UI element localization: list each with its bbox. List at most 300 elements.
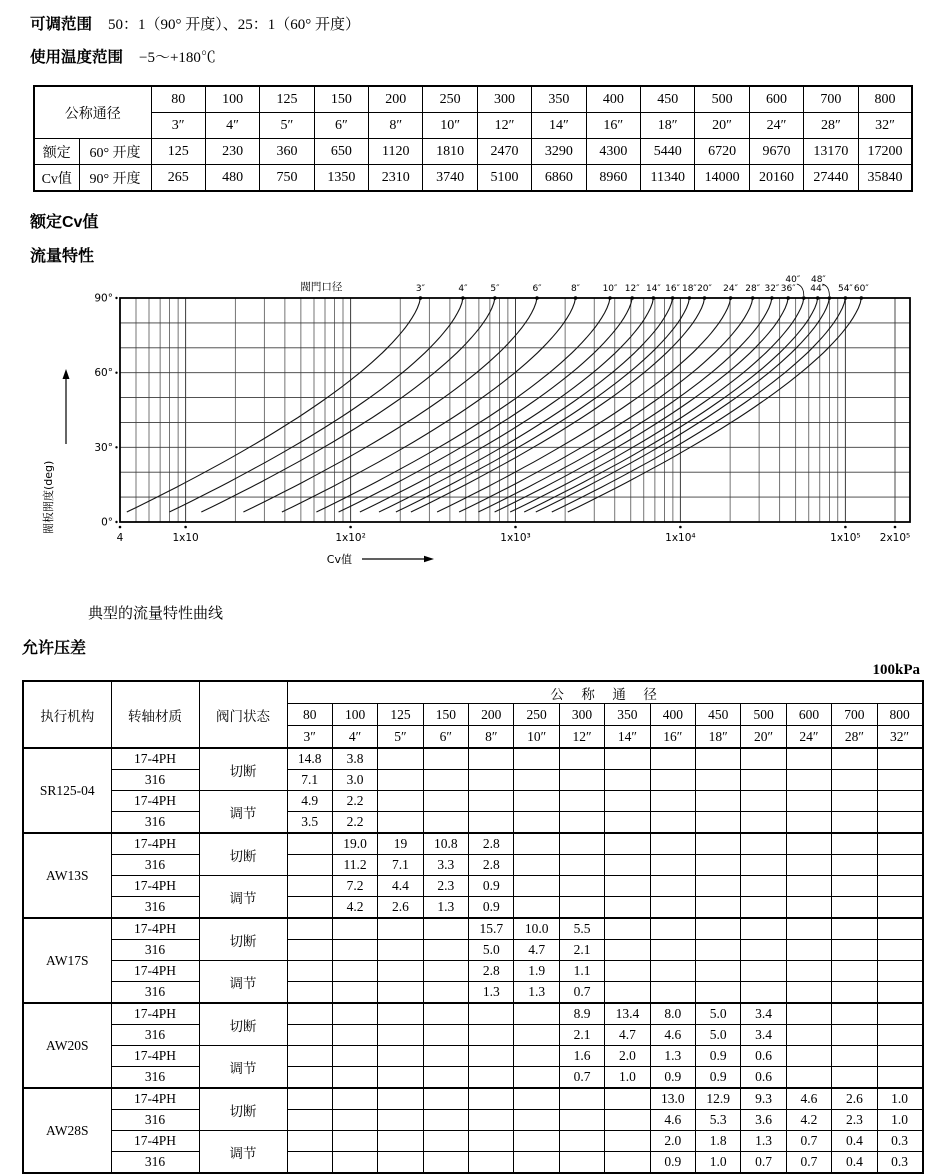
dp-table-cell bbox=[559, 748, 604, 770]
dp-table-shaft: 17-4PH bbox=[111, 748, 199, 770]
dp-table-cell: 4.9 bbox=[287, 791, 332, 812]
cv-table-size-inch: 14″ bbox=[532, 113, 586, 139]
svg-text:12″: 12″ bbox=[624, 284, 640, 294]
dp-table-cell bbox=[423, 940, 468, 961]
dp-table-cell: 4.7 bbox=[605, 1025, 650, 1046]
flow-curve-28″ bbox=[459, 298, 753, 512]
dp-table-size-mm: 350 bbox=[605, 704, 650, 726]
dp-table-row bbox=[23, 876, 923, 897]
dp-table-cell bbox=[378, 1025, 423, 1046]
dp-table-cell: 1.0 bbox=[877, 1110, 923, 1131]
dp-table-cell bbox=[514, 876, 559, 897]
dp-table-cell bbox=[786, 1025, 831, 1046]
dp-table-size-inch: 6″ bbox=[423, 726, 468, 749]
svg-text:90°: 90° bbox=[94, 292, 113, 305]
dp-table-cell: 7.2 bbox=[332, 876, 377, 897]
dp-table-cell bbox=[423, 748, 468, 770]
dp-table-size-mm: 700 bbox=[832, 704, 877, 726]
dp-table-cell bbox=[423, 961, 468, 982]
dp-table-size-inch: 28″ bbox=[832, 726, 877, 749]
svg-text:24″: 24″ bbox=[723, 284, 739, 294]
dp-table-cell: 4.6 bbox=[650, 1110, 695, 1131]
dp-table-cell bbox=[514, 1088, 559, 1110]
dp-table-cell bbox=[423, 1110, 468, 1131]
dp-table-cell bbox=[469, 1131, 514, 1152]
rated-cv-table-slot bbox=[0, 85, 945, 192]
dp-table-cell bbox=[650, 897, 695, 919]
dp-table-cell: 7.1 bbox=[378, 855, 423, 876]
cv-table-cell: 13170 bbox=[804, 139, 858, 165]
dp-table-cell bbox=[378, 770, 423, 791]
dp-table-row bbox=[23, 940, 923, 961]
svg-text:18″: 18″ bbox=[681, 284, 697, 294]
dp-table-cell bbox=[378, 1067, 423, 1089]
cv-table-size-inch: 5″ bbox=[260, 113, 314, 139]
cv-table-cell: 1810 bbox=[423, 139, 477, 165]
dp-table-size-mm: 500 bbox=[741, 704, 786, 726]
dp-table-cell bbox=[559, 876, 604, 897]
dp-table-cell bbox=[423, 1025, 468, 1046]
dp-table-size-mm: 800 bbox=[877, 704, 923, 726]
dp-table-actuator: AW28S bbox=[23, 1088, 111, 1173]
dp-table-cell bbox=[832, 961, 877, 982]
dp-table-cell bbox=[559, 791, 604, 812]
dp-table-shaft: 316 bbox=[111, 770, 199, 791]
dp-table-cell bbox=[696, 812, 741, 834]
dp-table-cell bbox=[559, 897, 604, 919]
dp-table-state: 调节 bbox=[199, 1046, 287, 1089]
dp-table-cell bbox=[877, 812, 923, 834]
cv-table-row bbox=[34, 165, 912, 192]
dp-table-state: 切断 bbox=[199, 833, 287, 876]
svg-text:32″: 32″ bbox=[764, 284, 780, 294]
dp-table-cell bbox=[832, 748, 877, 770]
dp-table-cell: 0.7 bbox=[786, 1152, 831, 1174]
chart-y-axis-title: 閥板開度(deg) bbox=[42, 460, 55, 534]
dp-table-cell bbox=[378, 1152, 423, 1174]
cv-table-rowgroup-label: 额定 bbox=[34, 139, 79, 165]
dp-table-cell bbox=[605, 982, 650, 1004]
dp-table-cell bbox=[877, 1046, 923, 1067]
dp-table-cell bbox=[287, 1046, 332, 1067]
dp-table-cell bbox=[605, 918, 650, 940]
dp-table-cell bbox=[287, 1025, 332, 1046]
cv-table-cell: 6720 bbox=[695, 139, 749, 165]
dp-table-cell bbox=[514, 791, 559, 812]
dp-table-size-mm: 80 bbox=[287, 704, 332, 726]
svg-text:16″: 16″ bbox=[665, 284, 681, 294]
dp-table-size-mm: 200 bbox=[469, 704, 514, 726]
dp-table-cell bbox=[741, 791, 786, 812]
dp-table-cell bbox=[423, 918, 468, 940]
dp-table-cell bbox=[287, 940, 332, 961]
dp-table-cell: 4.6 bbox=[650, 1025, 695, 1046]
dp-table-state: 切断 bbox=[199, 1003, 287, 1046]
cv-table-size-mm: 250 bbox=[423, 86, 477, 113]
dp-table-cell: 5.5 bbox=[559, 918, 604, 940]
dp-table-cell bbox=[877, 876, 923, 897]
dp-table-row bbox=[23, 748, 923, 770]
dp-table-cell bbox=[469, 1046, 514, 1067]
dp-table-cell: 0.6 bbox=[741, 1046, 786, 1067]
dp-table-actuator: AW20S bbox=[23, 1003, 111, 1088]
allowable-dp-heading: 允许压差 bbox=[22, 640, 87, 657]
dp-table-cell bbox=[605, 770, 650, 791]
temperature-range-label: 使用温度范围 bbox=[30, 49, 124, 66]
dp-table-row bbox=[23, 855, 923, 876]
dp-table-size-inch: 24″ bbox=[786, 726, 831, 749]
svg-text:1x10³: 1x10³ bbox=[500, 532, 531, 544]
dp-table-cell: 3.0 bbox=[332, 770, 377, 791]
cv-table-size-inch: 18″ bbox=[641, 113, 695, 139]
dp-table-row bbox=[23, 982, 923, 1004]
dp-table-cell: 7.1 bbox=[287, 770, 332, 791]
dp-table-cell bbox=[696, 918, 741, 940]
svg-text:0°: 0° bbox=[101, 516, 113, 529]
cv-table-cell: 5100 bbox=[477, 165, 531, 192]
dp-table-cell bbox=[332, 1025, 377, 1046]
dp-table-shaft: 17-4PH bbox=[111, 833, 199, 855]
dp-table-cell bbox=[378, 791, 423, 812]
dp-table-shaft: 316 bbox=[111, 1152, 199, 1174]
dp-table-cell: 0.9 bbox=[696, 1067, 741, 1089]
dp-table-cell bbox=[378, 1088, 423, 1110]
dp-table-cell: 0.7 bbox=[786, 1131, 831, 1152]
dp-table-cell bbox=[650, 770, 695, 791]
dp-table-shaft: 17-4PH bbox=[111, 876, 199, 897]
dp-table-cell: 0.4 bbox=[832, 1152, 877, 1174]
dp-table-cell bbox=[332, 1046, 377, 1067]
svg-text:4″: 4″ bbox=[458, 284, 468, 294]
dp-table-cell: 2.8 bbox=[469, 833, 514, 855]
cv-table-row-label: 90° 开度 bbox=[79, 165, 151, 192]
dp-table-cell: 2.3 bbox=[832, 1110, 877, 1131]
cv-table-cell: 360 bbox=[260, 139, 314, 165]
svg-text:6″: 6″ bbox=[532, 284, 542, 294]
cv-table-size-inch: 12″ bbox=[477, 113, 531, 139]
cv-table-size-inch: 32″ bbox=[858, 113, 912, 139]
dp-table-cell bbox=[832, 1067, 877, 1089]
cv-table-size-mm: 600 bbox=[749, 86, 803, 113]
cv-table-cell: 650 bbox=[314, 139, 368, 165]
dp-table-cell: 2.8 bbox=[469, 855, 514, 876]
svg-text:44″: 44″ bbox=[810, 284, 826, 294]
cv-table-cell: 125 bbox=[151, 139, 205, 165]
dp-table-col-header-2: 阀门状态 bbox=[199, 681, 287, 748]
dp-table-cell bbox=[877, 1003, 923, 1025]
dp-table-cell bbox=[332, 1152, 377, 1174]
adjustable-range-label: 可调范围 bbox=[30, 16, 93, 33]
dp-table-cell bbox=[287, 961, 332, 982]
dp-table-cell bbox=[741, 770, 786, 791]
dp-table-cell bbox=[832, 918, 877, 940]
dp-table-cell bbox=[287, 1110, 332, 1131]
dp-table-col-header-1: 转轴材质 bbox=[111, 681, 199, 748]
dp-table-cell: 3.8 bbox=[332, 748, 377, 770]
dp-table-shaft: 316 bbox=[111, 982, 199, 1004]
svg-text:60″: 60″ bbox=[853, 284, 869, 294]
dp-table-cell bbox=[650, 940, 695, 961]
dp-table-cell: 0.9 bbox=[469, 897, 514, 919]
dp-table-size-inch: 8″ bbox=[469, 726, 514, 749]
dp-table-cell bbox=[696, 748, 741, 770]
dp-table-row bbox=[23, 1067, 923, 1089]
dp-table-cell bbox=[786, 897, 831, 919]
dp-table-cell: 0.6 bbox=[741, 1067, 786, 1089]
dp-table-cell bbox=[514, 1025, 559, 1046]
dp-table-size-inch: 20″ bbox=[741, 726, 786, 749]
dp-table-cell bbox=[832, 833, 877, 855]
flow-chart-svg bbox=[0, 276, 945, 588]
dp-table-cell bbox=[832, 1003, 877, 1025]
dp-table-cell: 4.2 bbox=[332, 897, 377, 919]
dp-table-cell bbox=[650, 833, 695, 855]
adjustable-range-value: 50：1（90° 开度）、25：1（60° 开度） bbox=[108, 17, 361, 33]
dp-table-cell: 5.0 bbox=[469, 940, 514, 961]
dp-table-cell bbox=[605, 812, 650, 834]
cv-table-size-mm: 400 bbox=[586, 86, 640, 113]
dp-table-size-mm: 600 bbox=[786, 704, 831, 726]
dp-table-cell: 2.8 bbox=[469, 961, 514, 982]
dp-table-cell bbox=[786, 982, 831, 1004]
cv-table-cell: 8960 bbox=[586, 165, 640, 192]
dp-table-cell bbox=[287, 1003, 332, 1025]
cv-table-row-label: 60° 开度 bbox=[79, 139, 151, 165]
dp-table-cell bbox=[832, 940, 877, 961]
dp-table-actuator: SR125-04 bbox=[23, 748, 111, 833]
cv-table-cell: 480 bbox=[205, 165, 259, 192]
dp-table-cell: 1.3 bbox=[741, 1131, 786, 1152]
dp-table-cell bbox=[832, 897, 877, 919]
dp-table-cell: 3.5 bbox=[287, 812, 332, 834]
dp-table-row bbox=[23, 1110, 923, 1131]
chart-caption: 典型的流量特性曲线 bbox=[88, 606, 224, 622]
svg-text:28″: 28″ bbox=[745, 284, 761, 294]
dp-table-cell bbox=[786, 855, 831, 876]
dp-table-cell: 9.3 bbox=[741, 1088, 786, 1110]
dp-table-cell: 1.0 bbox=[877, 1088, 923, 1110]
svg-text:1x10⁴: 1x10⁴ bbox=[665, 532, 696, 544]
dp-table-cell bbox=[877, 961, 923, 982]
dp-table-cell: 0.3 bbox=[877, 1152, 923, 1174]
dp-table-cell: 2.1 bbox=[559, 1025, 604, 1046]
cv-table-corner: 公称通径 bbox=[34, 86, 151, 139]
dp-table-cell bbox=[877, 1025, 923, 1046]
dp-table-cell bbox=[786, 1003, 831, 1025]
dp-table-cell bbox=[423, 770, 468, 791]
chart-grid bbox=[120, 298, 910, 522]
cv-table-size-inch: 3″ bbox=[151, 113, 205, 139]
cv-table-cell: 6860 bbox=[532, 165, 586, 192]
dp-table-cell: 4.2 bbox=[786, 1110, 831, 1131]
dp-table-cell: 1.9 bbox=[514, 961, 559, 982]
cv-table-cell: 3740 bbox=[423, 165, 477, 192]
cv-table-cell: 1120 bbox=[369, 139, 423, 165]
cv-table-cell: 35840 bbox=[858, 165, 912, 192]
dp-table-row bbox=[23, 1003, 923, 1025]
dp-table-cell bbox=[650, 748, 695, 770]
dp-table-cell: 0.7 bbox=[559, 1067, 604, 1089]
dp-table-state: 调节 bbox=[199, 961, 287, 1004]
dp-table-shaft: 316 bbox=[111, 897, 199, 919]
cv-table-cell: 1350 bbox=[314, 165, 368, 192]
dp-table-cell bbox=[650, 812, 695, 834]
flow-curve-48″ bbox=[536, 298, 830, 512]
dp-table-cell bbox=[514, 833, 559, 855]
dp-table-cell bbox=[832, 770, 877, 791]
dp-table-cell: 13.4 bbox=[605, 1003, 650, 1025]
dp-table-cell bbox=[514, 1152, 559, 1174]
allowable-dp-header bbox=[22, 635, 920, 679]
dp-table-cell bbox=[741, 961, 786, 982]
dp-table-cell bbox=[469, 1025, 514, 1046]
cv-table-row bbox=[34, 139, 912, 165]
rated-cv-heading: 额定Cv值 bbox=[30, 214, 99, 231]
dp-table-cell bbox=[832, 791, 877, 812]
dp-table-cell bbox=[378, 982, 423, 1004]
dp-table-cell: 0.9 bbox=[696, 1046, 741, 1067]
cv-table-size-mm: 450 bbox=[641, 86, 695, 113]
dp-table-cell bbox=[696, 961, 741, 982]
dp-table-cell: 0.9 bbox=[650, 1152, 695, 1174]
dp-table-cell bbox=[378, 1110, 423, 1131]
dp-table-cell bbox=[605, 961, 650, 982]
dp-table-cell bbox=[605, 1088, 650, 1110]
dp-table-cell: 0.7 bbox=[741, 1152, 786, 1174]
dp-table-cell bbox=[605, 897, 650, 919]
cv-table-size-mm: 150 bbox=[314, 86, 368, 113]
svg-text:48″: 48″ bbox=[810, 275, 826, 285]
rated-cv-table bbox=[33, 85, 913, 192]
dp-table-cell: 14.8 bbox=[287, 748, 332, 770]
dp-table-cell bbox=[832, 812, 877, 834]
dp-table-cell bbox=[378, 961, 423, 982]
dp-table-cell bbox=[786, 1067, 831, 1089]
dp-table-cell bbox=[287, 1067, 332, 1089]
dp-table-state: 调节 bbox=[199, 876, 287, 919]
dp-table-cell bbox=[469, 770, 514, 791]
dp-table-row bbox=[23, 1088, 923, 1110]
dp-table-cell: 5.0 bbox=[696, 1003, 741, 1025]
svg-text:14″: 14″ bbox=[645, 284, 661, 294]
dp-table-actuator: AW17S bbox=[23, 918, 111, 1003]
dp-table-cell bbox=[559, 1152, 604, 1174]
chart-x-axis-labels bbox=[117, 526, 911, 544]
svg-text:1x10⁵: 1x10⁵ bbox=[830, 532, 861, 544]
dp-table-cell bbox=[559, 1088, 604, 1110]
dp-table-cell: 1.8 bbox=[696, 1131, 741, 1152]
flow-curve-36″ bbox=[495, 298, 789, 512]
svg-text:60°: 60° bbox=[94, 367, 113, 380]
dp-table-cell bbox=[423, 1152, 468, 1174]
dp-table-cell bbox=[469, 1088, 514, 1110]
svg-text:20″: 20″ bbox=[697, 284, 712, 294]
dp-table-cell bbox=[786, 812, 831, 834]
dp-table-cell bbox=[287, 1088, 332, 1110]
dp-table-row bbox=[23, 961, 923, 982]
dp-table-cell: 2.3 bbox=[423, 876, 468, 897]
dp-table-cell bbox=[786, 961, 831, 982]
chart-top-axis-label: 閥門口径 bbox=[300, 281, 343, 293]
dp-table-cell bbox=[832, 855, 877, 876]
flow-curve-54″ bbox=[552, 298, 846, 512]
dp-table-size-mm: 100 bbox=[332, 704, 377, 726]
chart-curves bbox=[127, 298, 862, 512]
dp-table-cell bbox=[786, 918, 831, 940]
dp-table-cell bbox=[877, 791, 923, 812]
dp-table-row bbox=[23, 1025, 923, 1046]
dp-table-cell: 1.3 bbox=[423, 897, 468, 919]
dp-table-size-inch: 12″ bbox=[559, 726, 604, 749]
dp-table-shaft: 17-4PH bbox=[111, 1046, 199, 1067]
dp-table-cell bbox=[559, 833, 604, 855]
dp-table-size-mm: 125 bbox=[378, 704, 423, 726]
cv-table-cell: 4300 bbox=[586, 139, 640, 165]
cv-table-cell: 27440 bbox=[804, 165, 858, 192]
cv-table-size-inch: 6″ bbox=[314, 113, 368, 139]
cv-table-size-mm: 300 bbox=[477, 86, 531, 113]
dp-table-cell bbox=[877, 940, 923, 961]
dp-table-cell: 0.4 bbox=[832, 1131, 877, 1152]
cv-table-size-inch: 20″ bbox=[695, 113, 749, 139]
dp-table-cell bbox=[332, 961, 377, 982]
dp-table-size-mm: 400 bbox=[650, 704, 695, 726]
dp-table-cell bbox=[696, 791, 741, 812]
dp-table-cell bbox=[832, 1025, 877, 1046]
dp-table-row bbox=[23, 791, 923, 812]
dp-table-cell bbox=[696, 982, 741, 1004]
svg-text:4: 4 bbox=[116, 532, 124, 544]
dp-table-cell bbox=[559, 812, 604, 834]
cv-table-size-mm: 500 bbox=[695, 86, 749, 113]
dp-table-cell bbox=[650, 961, 695, 982]
dp-table-cell bbox=[696, 770, 741, 791]
dp-table-cell bbox=[650, 982, 695, 1004]
dp-table-cell bbox=[423, 812, 468, 834]
dp-table-cell: 0.9 bbox=[469, 876, 514, 897]
dp-table-cell bbox=[877, 748, 923, 770]
dp-table-cell: 2.2 bbox=[332, 791, 377, 812]
dp-table-cell bbox=[469, 1152, 514, 1174]
dp-table-cell bbox=[287, 876, 332, 897]
dp-table-cell bbox=[514, 812, 559, 834]
cv-table-size-mm: 800 bbox=[858, 86, 912, 113]
cv-table-cell: 11340 bbox=[641, 165, 695, 192]
dp-table-cell: 19 bbox=[378, 833, 423, 855]
dp-table-cell bbox=[696, 897, 741, 919]
dp-table-cell bbox=[514, 1046, 559, 1067]
dp-table-cell bbox=[696, 855, 741, 876]
dp-table-cell bbox=[741, 876, 786, 897]
dp-table-cell bbox=[741, 748, 786, 770]
dp-table-cell bbox=[378, 940, 423, 961]
dp-table-cell bbox=[514, 855, 559, 876]
dp-table-size-inch: 32″ bbox=[877, 726, 923, 749]
cv-table-size-mm: 100 bbox=[205, 86, 259, 113]
dp-table-cell bbox=[332, 940, 377, 961]
dp-table-cell bbox=[832, 876, 877, 897]
dp-table-cell bbox=[605, 1131, 650, 1152]
dp-table-cell bbox=[741, 897, 786, 919]
cv-table-cell: 9670 bbox=[749, 139, 803, 165]
dp-table-row bbox=[23, 770, 923, 791]
dp-table-cell bbox=[469, 791, 514, 812]
cv-table-cell: 3290 bbox=[532, 139, 586, 165]
dp-table-cell bbox=[877, 833, 923, 855]
dp-table-cell bbox=[741, 855, 786, 876]
dp-table-cell bbox=[423, 1003, 468, 1025]
cv-table-size-mm: 125 bbox=[260, 86, 314, 113]
